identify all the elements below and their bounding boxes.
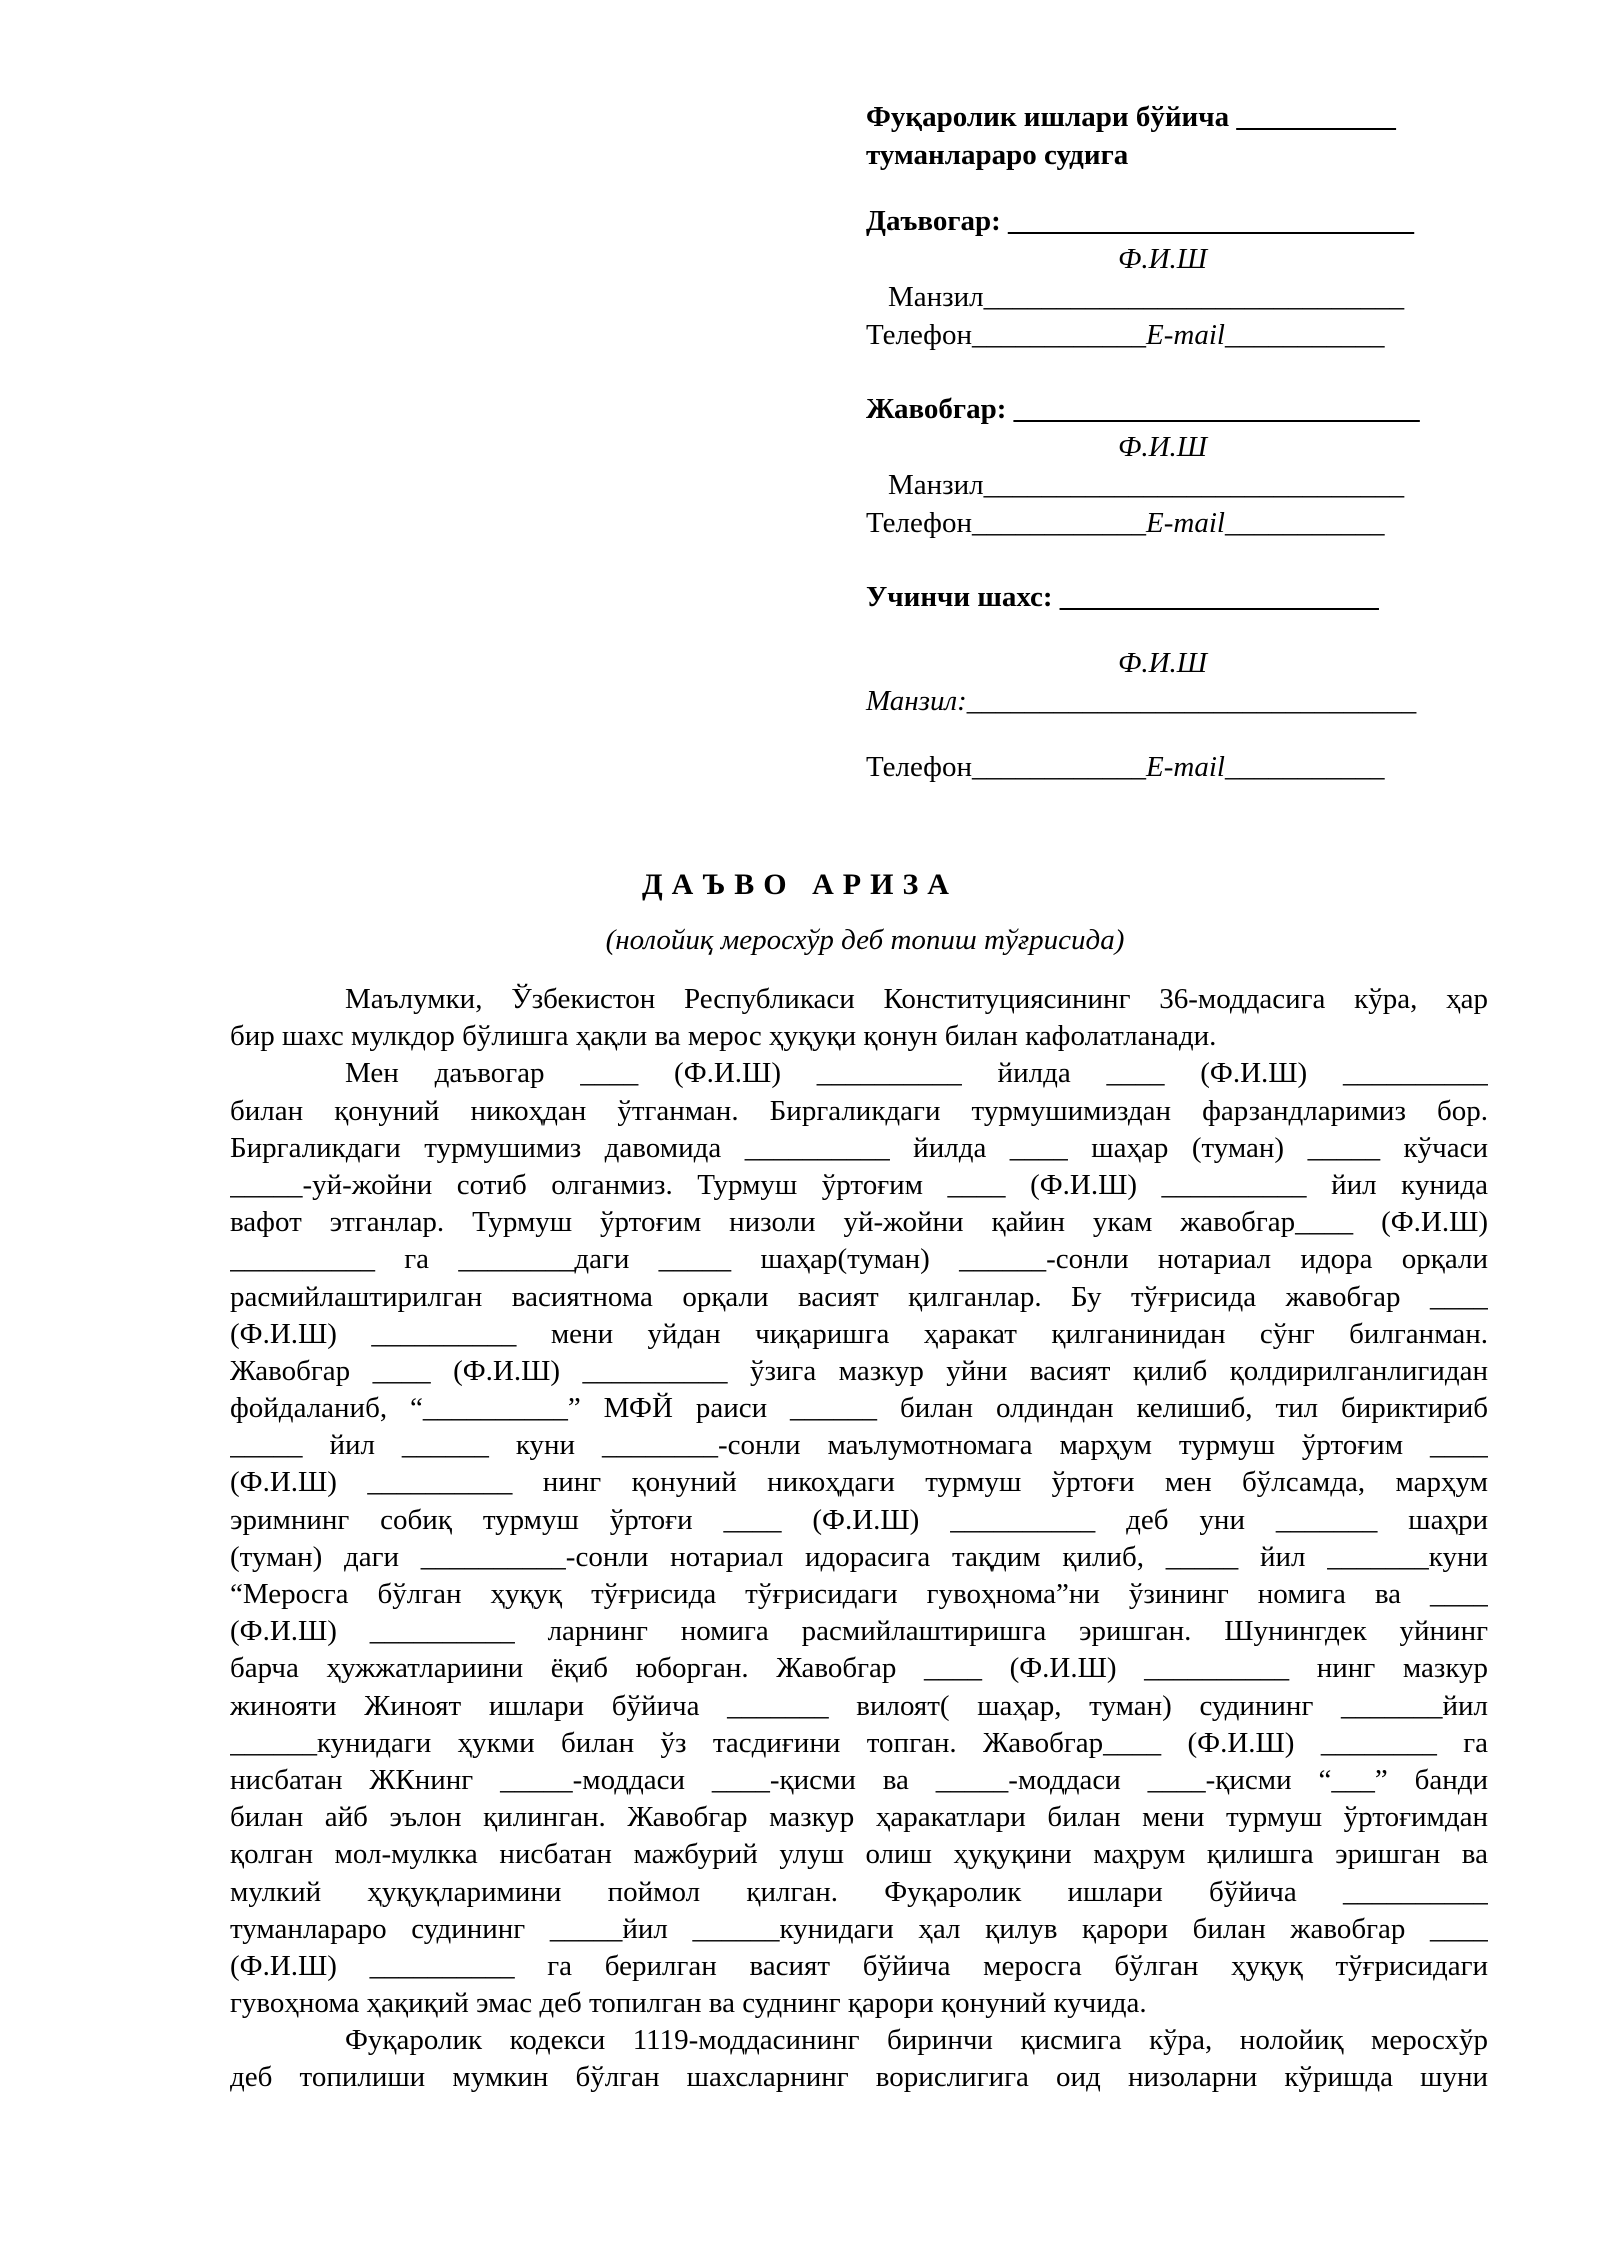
body-line: “Меросга бўлган ҳуқуқ тўғрисида тўғрисидаги гувоҳнома”ни ўзининг номига ва ____ bbox=[230, 1578, 1488, 1610]
body-line: нисбатан ЖКнинг _____-моддаси ____-қисми ва _____-моддаси ____-қисми “___” банди bbox=[230, 1763, 1488, 1796]
body-line: билан айб эълон қилинган. Жавобгар мазкур ҳаракатлари билан мени турмуш ўртоғимдан bbox=[230, 1801, 1488, 1834]
claim-body bbox=[230, 981, 1488, 2097]
plaintiff-phone-line bbox=[866, 316, 1486, 354]
document-title: ДАЪВО АРИЗА bbox=[642, 868, 958, 901]
email-label: E-mail bbox=[1146, 751, 1225, 783]
phone-prefix: Телефон____________ bbox=[866, 751, 1146, 783]
plaintiff-line: Даъвогар: ____________________________ bbox=[866, 205, 1415, 237]
body-line: фойдаланиб, “__________” МФЙ раиси ______ билан олдиндан келишиб, тил бириктириб bbox=[230, 1392, 1488, 1425]
body-line: (Ф.И.Ш) __________ ларнинг номига расмийлаштиришга эришган. Шунингдек уйнинг bbox=[230, 1615, 1488, 1648]
body-line: Жавобгар ____ (Ф.И.Ш) __________ ўзига мазкур уйни васият қилиб қолдирилганлигидан bbox=[230, 1354, 1488, 1387]
defendant-address-line: Манзил_____________________________ bbox=[888, 469, 1405, 501]
body-line: билан қонуний никоҳдан ўтганман. Биргаликдаги турмушимиздан фарзандларимиз бор. bbox=[230, 1094, 1488, 1127]
court-line-2: туманлараро судига bbox=[866, 139, 1129, 171]
plaintiff-fio-caption: Ф.И.Ш bbox=[1118, 243, 1208, 275]
body-line: Мен даъвогар ____ (Ф.И.Ш) __________ йилда ____ (Ф.И.Ш) __________ bbox=[345, 1057, 1488, 1090]
body-line: гувоҳнома ҳақиқий эмас деб топилган ва суднинг қарори қонуний кучида. bbox=[230, 1987, 1147, 2020]
third-party-line: Учинчи шахс: ______________________ bbox=[866, 581, 1379, 613]
defendant-line: Жавобгар: ____________________________ bbox=[866, 393, 1420, 425]
body-line: вафот этганлар. Турмуш ўртоғим низоли уй-жойни қайин укам жавобгар____ (Ф.И.Ш) bbox=[230, 1206, 1488, 1239]
body-line: Фуқаролик кодекси 1119-моддасининг биринчи қисмига кўра, нолойиқ меросхўр bbox=[345, 2024, 1488, 2057]
plaintiff-address-line: Манзил_____________________________ bbox=[888, 281, 1405, 313]
defendant-fio-caption: Ф.И.Ш bbox=[1118, 431, 1208, 463]
body-line: қолган мол-мулкка нисбатан мажбурий улуш олиш ҳуқуқини маҳрум қилишга эришган ва bbox=[230, 1838, 1488, 1871]
email-label: E-mail bbox=[1146, 319, 1225, 351]
body-line: бир шахс мулкдор бўлишга ҳақли ва мерос ҳуқуқи қонун билан кафолатланади. bbox=[230, 1020, 1217, 1053]
addressee-block bbox=[866, 98, 1486, 786]
body-line: расмийлаштирилган васиятнома орқали васият қилганлар. Бу тўғрисида жавобгар ____ bbox=[230, 1280, 1488, 1313]
phone-suffix: ___________ bbox=[1224, 507, 1385, 539]
phone-suffix: ___________ bbox=[1224, 751, 1385, 783]
body-line: жинояти Жиноят ишлари бўйича _______ вилоят( шаҳар, туман) судининг _______йил bbox=[230, 1689, 1488, 1722]
body-line: Маълумки, Ўзбекистон Республикаси Конституциясининг 36-моддасига кўра, ҳар bbox=[345, 983, 1488, 1015]
body-line: __________ га ________даги _____ шаҳар(туман) ______-сонли нотариал идора орқали bbox=[230, 1243, 1488, 1276]
body-line: _____-уй-жойни сотиб олганмиз. Турмуш ўртоғим ____ (Ф.И.Ш) __________ йил кунида bbox=[230, 1168, 1488, 1201]
phone-prefix: Телефон____________ bbox=[866, 507, 1146, 539]
body-line: эримнинг собиқ турмуш ўртоғи ____ (Ф.И.Ш) __________ деб уни _______ шаҳри bbox=[230, 1503, 1488, 1536]
body-line: туманлараро судининг _____йил ______кунидаги ҳал қилув қарори билан жавобгар ____ bbox=[230, 1912, 1488, 1945]
third-party-fio-caption: Ф.И.Ш bbox=[1118, 647, 1208, 679]
body-line: мулкий ҳуқуқларимини поймол қилган. Фуқаролик ишлари бўйича __________ bbox=[230, 1875, 1488, 1908]
body-line: Биргаликдаги турмушимиз давомида __________ йилда ____ шаҳар (туман) _____ кўчаси bbox=[230, 1131, 1488, 1164]
document-subtitle: (нолойиқ меросхўр деб топиш тўғрисида) bbox=[605, 924, 1125, 956]
third-party-address-line: Манзил:_______________________________ bbox=[866, 685, 1417, 717]
body-line: ______кунидаги ҳукми билан ўз тасдиғини топган. Жавобгар____ (Ф.И.Ш) ________ га bbox=[230, 1726, 1488, 1759]
body-line: барча ҳужжатлариини ёқиб юборган. Жавобгар ____ (Ф.И.Ш) __________ нинг мазкур bbox=[230, 1652, 1488, 1685]
phone-suffix: ___________ bbox=[1224, 319, 1385, 351]
third-party-phone-line bbox=[866, 748, 1486, 786]
body-line: (Ф.И.Ш) __________ га берилган васият бўйича меросга бўлган ҳуқуқ тўғрисидаги bbox=[230, 1949, 1488, 1982]
phone-prefix: Телефон____________ bbox=[866, 319, 1146, 351]
body-line: (туман) даги __________-сонли нотариал идорасига тақдим қилиб, _____ йил _______куни bbox=[230, 1540, 1488, 1573]
body-line: _____ йил ______ куни ________-сонли маълумотномага марҳум турмуш ўртоғим ____ bbox=[230, 1429, 1488, 1462]
body-line: (Ф.И.Ш) __________ мени уйдан чиқаришга ҳаракат қилганинидан сўнг билганман. bbox=[230, 1317, 1488, 1350]
body-line: (Ф.И.Ш) __________ нинг қонуний никоҳдаги турмуш ўртоғи мен бўлсамда, марҳум bbox=[230, 1466, 1488, 1499]
body-line: деб топилиши мумкин бўлган шахсларнинг ворислигига оид низоларни кўришда шуни bbox=[230, 2061, 1488, 2094]
email-label: E-mail bbox=[1146, 507, 1225, 539]
defendant-phone-line bbox=[866, 504, 1486, 542]
court-line-1: Фуқаролик ишлари бўйича ___________ bbox=[866, 101, 1396, 133]
